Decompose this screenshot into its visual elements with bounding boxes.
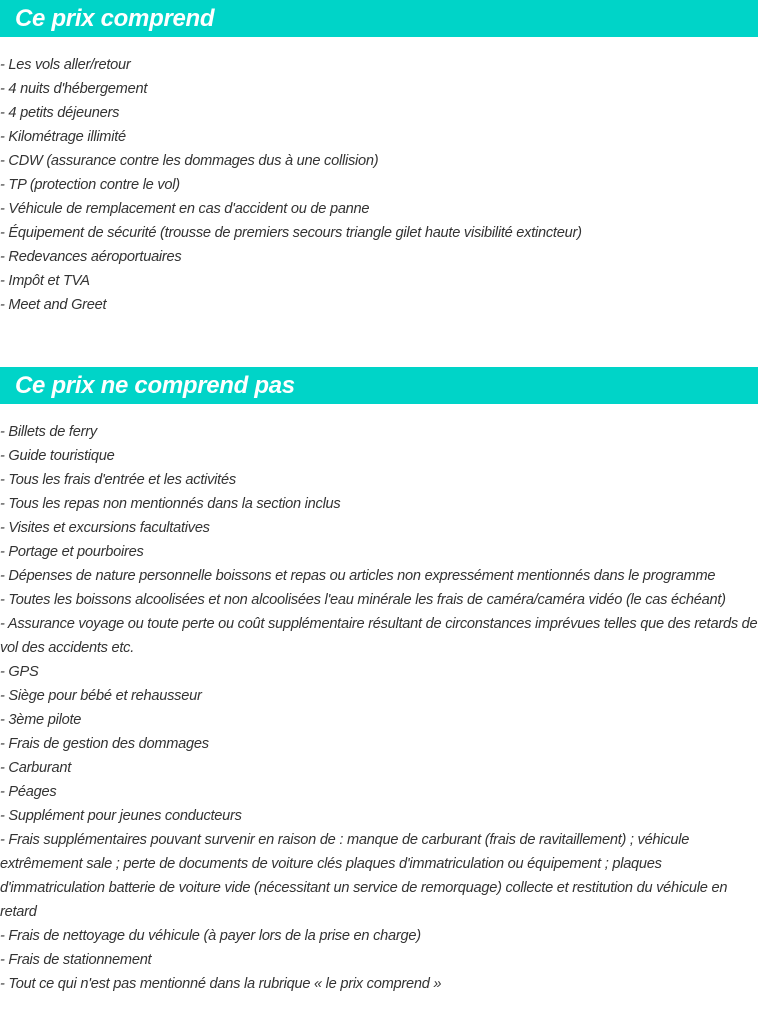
excluded-section xyxy=(0,367,758,996)
included-header xyxy=(0,0,758,37)
excluded-item: - Supplément pour jeunes conducteurs xyxy=(0,808,242,824)
included-item: - 4 nuits d'hébergement xyxy=(0,81,148,97)
excluded-item: - Tous les repas non mentionnés dans la section inclus xyxy=(0,496,341,512)
excluded-title: Ce prix ne comprend pas xyxy=(15,371,295,399)
excluded-item: - Visites et excursions facultatives xyxy=(0,520,210,536)
excluded-header xyxy=(0,367,758,404)
excluded-item: - Péages xyxy=(0,784,57,800)
excluded-item: - Frais supplémentaires pouvant survenir en raison de : manque de carburant (frais de ravitaillement) ; véhicule extrêmement sale ; perte de documents de voiture clés plaques d'immatriculation ou équipement ; plaques d'immatriculation batterie de voiture vide (nécessitant un service de remorquage) collecte et restitution du véhicule en retard xyxy=(0,832,728,920)
excluded-item: - Tout ce qui n'est pas mentionné dans la rubrique « le prix comprend » xyxy=(0,976,442,992)
included-item: - Véhicule de remplacement en cas d'accident ou de panne xyxy=(0,201,370,217)
included-item: - TP (protection contre le vol) xyxy=(0,177,180,193)
excluded-item: - Tous les frais d'entrée et les activités xyxy=(0,472,236,488)
included-title: Ce prix comprend xyxy=(15,4,215,32)
included-item: - 4 petits déjeuners xyxy=(0,105,120,121)
excluded-item: - Portage et pourboires xyxy=(0,544,144,560)
excluded-item: - Billets de ferry xyxy=(0,424,97,440)
included-item: - Redevances aéroportuaires xyxy=(0,249,182,265)
excluded-item: - Frais de gestion des dommages xyxy=(0,736,209,752)
included-section xyxy=(0,0,758,317)
excluded-item: - Frais de stationnement xyxy=(0,952,152,968)
excluded-item: - Guide touristique xyxy=(0,448,115,464)
included-item: - Équipement de sécurité (trousse de premiers secours triangle gilet haute visibilité extincteur) xyxy=(0,225,582,241)
excluded-item: - GPS xyxy=(0,664,39,680)
included-item: - Kilométrage illimité xyxy=(0,129,126,145)
excluded-item: - Dépenses de nature personnelle boissons et repas ou articles non expressément mentionnés dans le programme xyxy=(0,568,716,584)
excluded-item: - Frais de nettoyage du véhicule (à payer lors de la prise en charge) xyxy=(0,928,421,944)
excluded-item: - Carburant xyxy=(0,760,72,776)
excluded-item: - Assurance voyage ou toute perte ou coût supplémentaire résultant de circonstances imprévues telles que des retards de vol des accidents etc. xyxy=(0,616,758,656)
included-list xyxy=(0,53,758,317)
excluded-item: - 3ème pilote xyxy=(0,712,82,728)
included-item: - Meet and Greet xyxy=(0,297,107,313)
included-item: - Les vols aller/retour xyxy=(0,57,131,73)
included-item: - Impôt et TVA xyxy=(0,273,90,289)
included-item: - CDW (assurance contre les dommages dus à une collision) xyxy=(0,153,379,169)
excluded-item: - Siège pour bébé et rehausseur xyxy=(0,688,202,704)
excluded-list xyxy=(0,420,758,996)
excluded-item: - Toutes les boissons alcoolisées et non alcoolisées l'eau minérale les frais de caméra/caméra vidéo (le cas échéant) xyxy=(0,592,726,608)
